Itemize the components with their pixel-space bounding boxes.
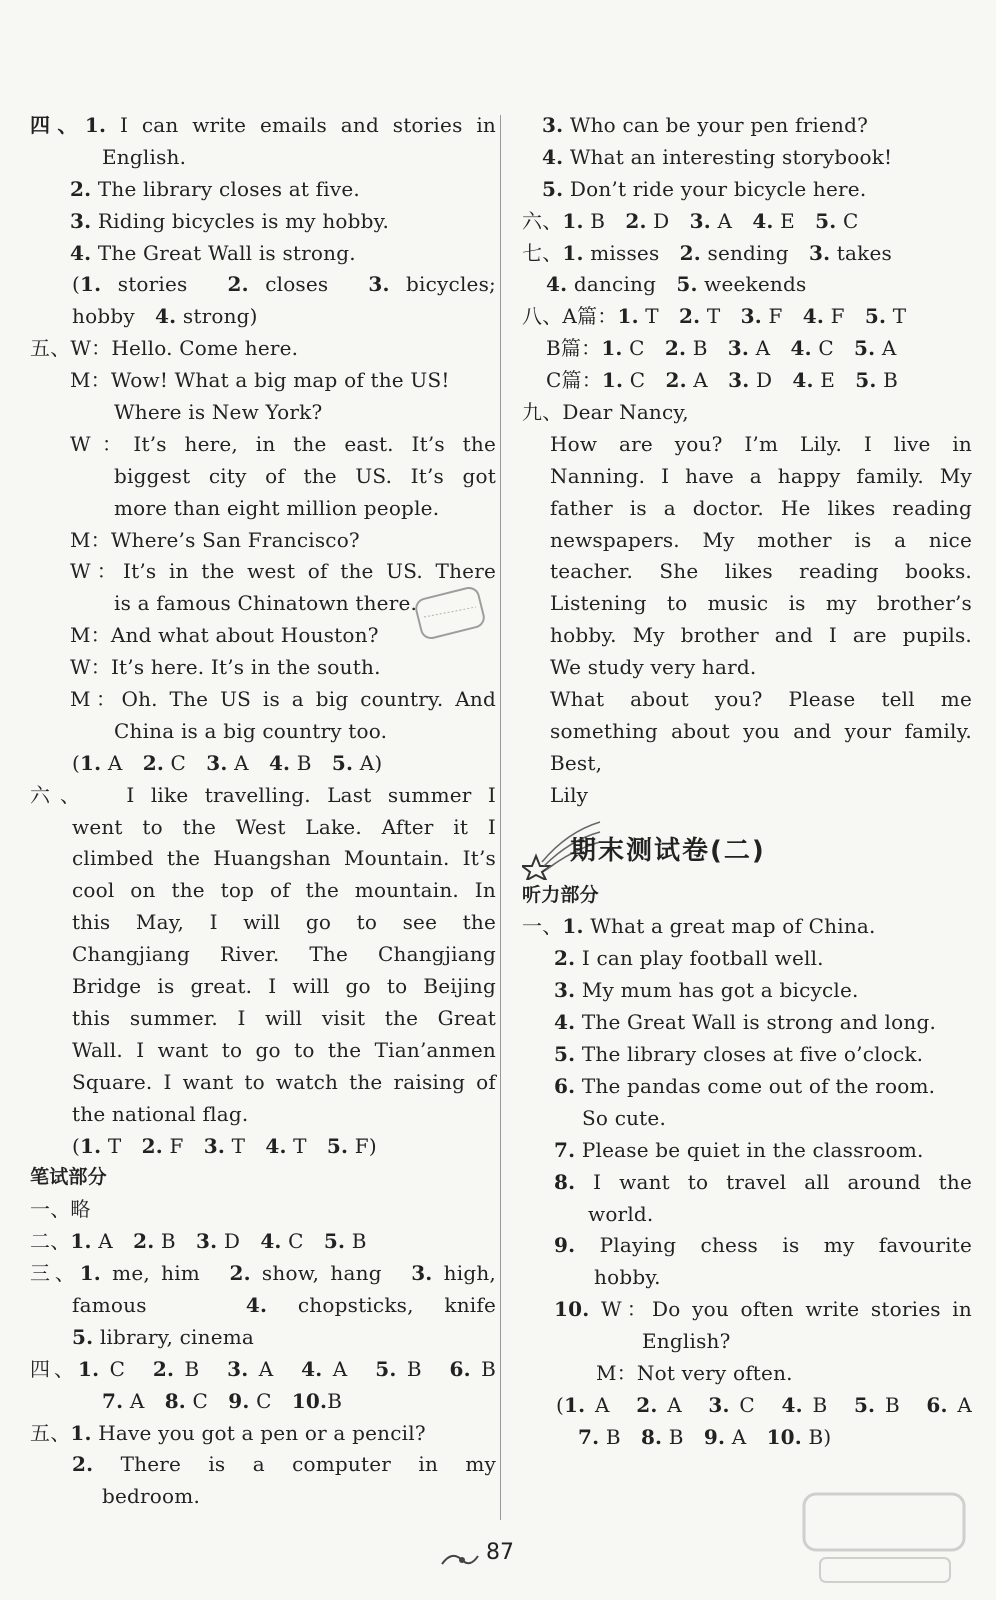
text-line: (1. stories 2. closes 3. bicycles; xyxy=(72,272,496,297)
text-line: 9. Playing chess is my favourite xyxy=(554,1233,972,1258)
text-line: 听力部分 xyxy=(522,883,599,906)
text-line: What about you? Please tell me xyxy=(550,687,972,712)
text-line: M：Where’s San Francisco? xyxy=(70,527,360,552)
left-column xyxy=(30,110,496,1513)
text-line: 7. Please be quiet in the classroom. xyxy=(554,1137,924,1162)
text-line: 3. Riding bicycles is my hobby. xyxy=(70,208,390,233)
text-line: 2. I can play football well. xyxy=(554,946,824,971)
text-line: 5. library, cinema xyxy=(72,1324,255,1349)
text-line: 一、略 xyxy=(30,1197,91,1222)
text-line: English. xyxy=(102,144,187,169)
text-line: 4. What an interesting storybook! xyxy=(542,144,893,169)
text-line: something about you and your family. xyxy=(550,718,972,743)
right-column-top xyxy=(522,110,972,812)
text-line: 四、1. I can write emails and stories in xyxy=(30,113,496,137)
text-line: 3. Who can be your pen friend? xyxy=(542,113,869,137)
text-line: went to the West Lake. After it I xyxy=(72,814,496,839)
text-line: world. xyxy=(588,1201,654,1226)
text-line: 九、Dear Nancy, xyxy=(522,400,689,425)
text-line: English? xyxy=(642,1329,731,1354)
text-line: 8. I want to travel all around the xyxy=(554,1169,972,1194)
text-line: W：It’s here. It’s in the south. xyxy=(70,655,381,680)
text-line: 八、A篇：1. T 2. T 3. F 4. F 5. T xyxy=(522,304,907,329)
text-line: teacher. She likes reading books. xyxy=(550,559,972,584)
text-line: 三、1. me, him 2. show, hang 3. high, xyxy=(30,1261,496,1286)
text-line: 笔试部分 xyxy=(30,1166,107,1189)
text-line: is a famous Chinatown there. xyxy=(114,591,418,616)
text-line: biggest city of the US. It’s got xyxy=(114,463,496,488)
text-line: Best, xyxy=(550,750,603,775)
text-line: M：Oh. The US is a big country. And xyxy=(70,687,496,712)
homework-stamp-icon xyxy=(412,587,488,643)
text-line: Square. I want to watch the raising of xyxy=(72,1069,496,1094)
text-line: 2. There is a computer in my xyxy=(72,1452,496,1477)
text-line: 2. The library closes at five. xyxy=(70,176,360,201)
text-line: bedroom. xyxy=(102,1484,201,1509)
text-line: father is a doctor. He likes reading xyxy=(550,495,972,520)
text-line: 4. The Great Wall is strong. xyxy=(70,240,356,265)
watermark-logo-icon xyxy=(800,1488,970,1588)
text-line: hobby. xyxy=(594,1265,661,1290)
right-column-bottom xyxy=(522,880,972,1454)
text-line: M：Not very often. xyxy=(596,1360,793,1385)
column-divider xyxy=(500,115,501,1520)
text-line: We study very hard. xyxy=(550,655,757,680)
text-line: 一、1. What a great map of China. xyxy=(522,914,876,939)
text-line: 四、1. C 2. B 3. A 4. A 5. B 6. B xyxy=(30,1356,497,1381)
text-line: climbed the Huangshan Mountain. It’s xyxy=(72,846,496,871)
text-line: 7. B 8. B 9. A 10. B) xyxy=(578,1424,832,1449)
text-line: 3. My mum has got a bicycle. xyxy=(554,978,859,1003)
text-line: 五、1. Have you got a pen or a pencil? xyxy=(30,1420,426,1445)
text-line: Bridge is great. I will go to Beijing xyxy=(72,974,496,999)
footer-decoration-icon xyxy=(440,1548,480,1570)
text-line: 七、1. misses 2. sending 3. takes xyxy=(522,240,892,265)
text-line: this May, I will go to see the xyxy=(72,910,496,935)
text-line: Lily xyxy=(550,782,589,807)
text-line: cool on the top of the mountain. In xyxy=(72,878,496,903)
text-line: 4. dancing 5. weekends xyxy=(546,272,807,297)
text-line: the national flag. xyxy=(72,1101,249,1126)
text-line: Where is New York? xyxy=(114,400,323,425)
text-line: hobby 4. strong) xyxy=(72,304,258,329)
text-line: So cute. xyxy=(582,1105,667,1130)
text-line: W：It’s here, in the east. It’s the xyxy=(70,431,496,456)
text-line: (1. A 2. C 3. A 4. B 5. A) xyxy=(72,750,383,775)
text-line: 5. Don’t ride your bicycle here. xyxy=(542,176,867,201)
text-line: 五、W：Hello. Come here. xyxy=(30,336,299,361)
text-line: Changjiang River. The Changjiang xyxy=(72,942,496,967)
text-line: newspapers. My mother is a nice xyxy=(550,527,972,552)
text-line: 5. The library closes at five o’clock. xyxy=(554,1042,924,1067)
text-line: 六、1. B 2. D 3. A 4. E 5. C xyxy=(522,208,859,233)
text-line: 6. The pandas come out of the room. xyxy=(554,1073,936,1098)
text-line: C篇：1. C 2. A 3. D 4. E 5. B xyxy=(546,368,899,393)
text-line: more than eight million people. xyxy=(114,495,440,520)
right-column xyxy=(522,110,972,1454)
text-line: 4. The Great Wall is strong and long. xyxy=(554,1010,937,1035)
text-line: 二、1. A 2. B 3. D 4. C 5. B xyxy=(30,1229,367,1254)
text-line: hobby. My brother and I are pupils. xyxy=(550,623,972,648)
text-line: this summer. I will visit the Great xyxy=(72,1005,496,1030)
text-line: (1. A 2. A 3. C 4. B 5. B 6. A xyxy=(556,1392,973,1417)
test-title: 期末测试卷(二) xyxy=(570,835,766,866)
text-line: B篇：1. C 2. B 3. A 4. C 5. A xyxy=(546,336,897,361)
text-line: 10. W：Do you often write stories in xyxy=(554,1297,972,1322)
text-line: M：Wow! What a big map of the US! xyxy=(70,368,450,393)
text-line: China is a big country too. xyxy=(114,718,388,743)
text-line: Listening to music is my brother’s xyxy=(550,591,972,616)
text-line: famous 4. chopsticks, knife xyxy=(72,1292,497,1317)
section-title xyxy=(522,812,972,880)
text-line: 7. A 8. C 9. C 10.B xyxy=(102,1388,343,1413)
text-line: (1. T 2. F 3. T 4. T 5. F) xyxy=(72,1133,377,1158)
text-line: Nanning. I have a happy family. My xyxy=(550,463,972,488)
text-line: W：It’s in the west of the US. There xyxy=(70,559,496,584)
text-line: M：And what about Houston? xyxy=(70,623,379,648)
page-number: 87 xyxy=(486,1540,514,1565)
text-line: 六、 I like travelling. Last summer I xyxy=(30,782,496,807)
text-line: Wall. I want to go to the Tian’anmen xyxy=(72,1037,496,1062)
text-line: How are you? I’m Lily. I live in xyxy=(550,431,972,456)
